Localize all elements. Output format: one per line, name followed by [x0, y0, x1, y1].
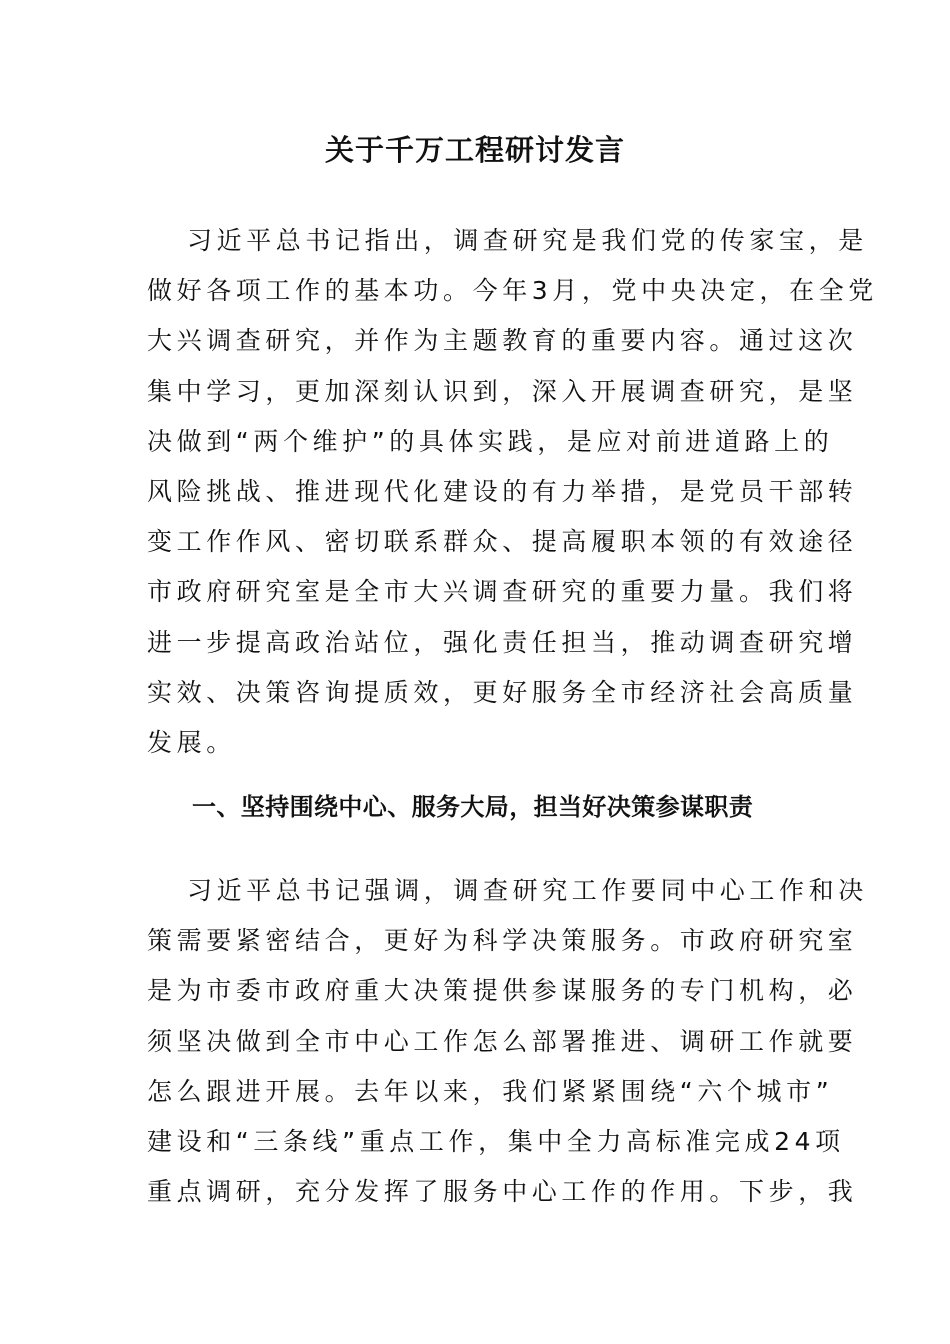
- paragraph-line: 集中学习，更加深刻认识到，深入开展调查研究，是坚: [147, 376, 858, 406]
- paragraph-line: 发展。: [147, 728, 236, 758]
- paragraph-line: 市政府研究室是全市大兴调查研究的重要力量。我们将: [147, 577, 858, 607]
- paragraph-line: 须坚决做到全市中心工作怎么部署推进、调研工作就要: [147, 1026, 858, 1056]
- paragraph-2: [147, 866, 868, 1217]
- paragraph-line: 建设和“三条线”重点工作，集中全力高标准完成24项: [147, 1127, 845, 1157]
- paragraph-line: 习近平总书记强调，调查研究工作要同中心工作和决: [187, 876, 868, 905]
- paragraph-line: 重点调研，充分发挥了服务中心工作的作用。下步，我: [147, 1177, 858, 1207]
- paragraph-line: 实效、决策咨询提质效，更好服务全市经济社会高质量: [147, 677, 858, 707]
- paragraph-line: 风险挑战、推进现代化建设的有力举措，是党员干部转: [147, 477, 858, 507]
- paragraph-line: 是为市委市政府重大决策提供参谋服务的专门机构，必: [147, 976, 858, 1006]
- paragraph-line: 习近平总书记指出，调查研究是我们党的传家宝，是: [187, 226, 868, 255]
- paragraph-line: 变工作作风、密切联系群众、提高履职本领的有效途径: [147, 527, 858, 557]
- paragraph-1: [147, 216, 878, 768]
- document-title: 关于千万工程研讨发言: [324, 133, 625, 167]
- paragraph-line: 做好各项工作的基本功。今年3月，党中央决定，在全党: [147, 276, 878, 306]
- paragraph-line: 决做到“两个维护”的具体实践，是应对前进道路上的: [147, 426, 834, 456]
- paragraph-line: 怎么跟进开展。去年以来，我们紧紧围绕“六个城市”: [147, 1076, 834, 1106]
- section-1-heading: 一、坚持围绕中心、服务大局，担当好决策参谋职责: [192, 793, 754, 821]
- paragraph-line: 策需要紧密结合，更好为科学决策服务。市政府研究室: [147, 926, 858, 956]
- paragraph-line: 进一步提高政治站位，强化责任担当，推动调查研究增: [147, 627, 858, 657]
- paragraph-line: 大兴调查研究，并作为主题教育的重要内容。通过这次: [147, 326, 858, 356]
